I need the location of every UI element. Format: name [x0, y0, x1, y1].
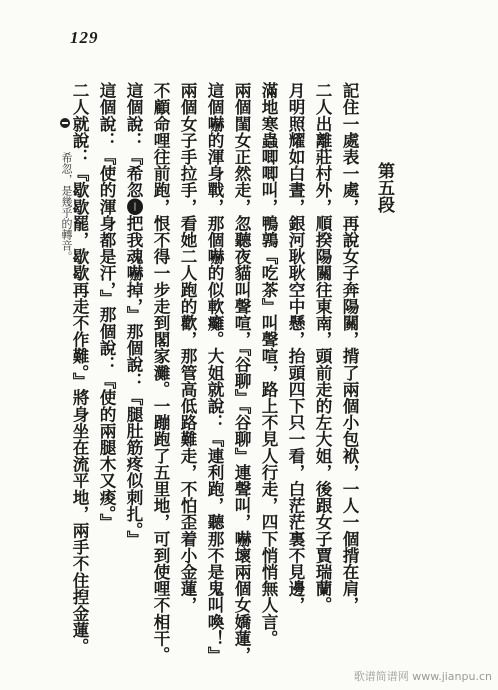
text-line: 二人出離莊村外，順揆陽關往東南，頭前走的左大姐，後跟女子賈瑞蘭。 [313, 82, 333, 614]
text-line: 兩個女子手拉手，看她二人跑的歡，那管高低路難走，不怕歪着小金蓮， [178, 82, 198, 614]
text-line: 二人就說：『歇歇罷，歇歇再走不作難。』將身坐在流平地，兩手不住揑金蓮。 [70, 82, 90, 655]
watermark: 歌谱简谱网 www.jianpu.cn [353, 670, 492, 683]
text-line: 滿地寒蟲唧唧叫，鴨鶉『吃茶』叫聲喧，路上不見人行走，四下悄悄無人言。 [259, 82, 279, 647]
text-line: 這個說：『希忽❶把我魂嚇掉，』那個說：『腿肚筋疼似刺扎。』 [124, 82, 144, 547]
text-line: 這個說：『使的渾身都是汗，』那個說：『使的兩腿木又痠。』 [97, 82, 117, 531]
section-heading: 第五段 [374, 162, 394, 213]
footnote: 希忽，是幾乎的轉音。 [60, 152, 73, 262]
text-line: 這個嚇的渾身戰，那個嚇的似軟癱。大姐就說：『連利跑，聽那不是鬼叫喚！』 [205, 82, 225, 663]
text-line: 記住一處表一處，再說女子奔陽關，揹了兩個小包袱，一人一個揹在肩， [340, 82, 360, 614]
text-line: 月明照耀如白晝，銀河耿耿空中懸，抬頭四下只一看，白茫茫裏不見邊， [286, 82, 306, 614]
text-line: 兩個閨女正然走，忽聽夜貓叫聲喧，『谷聊』『谷聊』連聲叫，嚇壞兩個女嬌蓮， [232, 82, 252, 663]
text-line: 不顧命哩往前跑，恨不得一步走到閣家灘。一蹦跑了五里地，可到使哩不相干。 [151, 82, 171, 663]
footnote-marker-icon [60, 118, 70, 128]
page-number: 129 [70, 28, 99, 47]
body-text [70, 82, 363, 663]
